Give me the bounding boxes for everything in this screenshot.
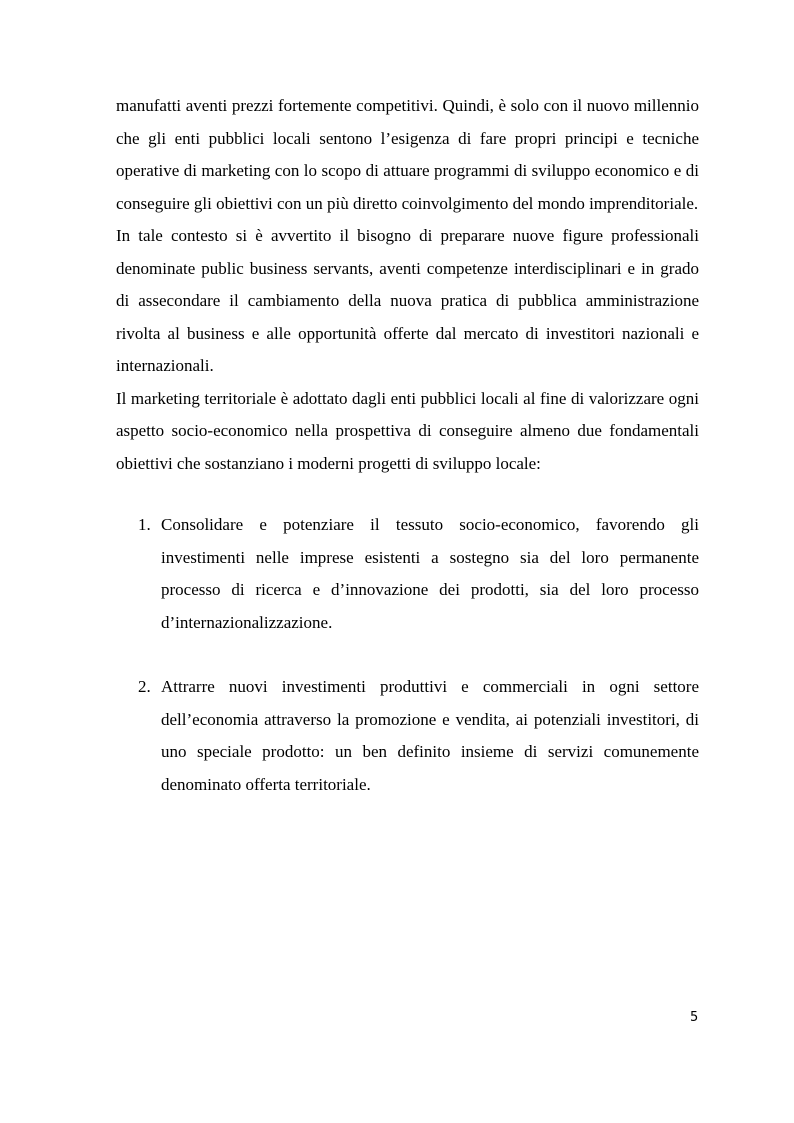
list-item-number: 2. — [138, 677, 151, 696]
objectives-list — [116, 509, 699, 801]
list-item-text: Attrarre nuovi investimenti produttivi e commerciali in ogni settore dell’economia attraverso la promozione e vendita, ai potenziali investitori, di uno speciale prodotto: un ben definito insieme di servizi comunemente denominato offerta territoriale. — [161, 677, 699, 794]
paragraph-1: manufatti aventi prezzi fortemente competitivi. Quindi, è solo con il nuovo millennio che gli enti pubblici locali sentono l’esigenza di fare propri principi e tecniche operative di marketing con lo scopo di attuare programmi di sviluppo economico e di conseguire gli obiettivi con un più diretto coinvolgimento del mondo imprenditoriale. — [116, 96, 699, 213]
list-item — [116, 671, 699, 801]
list-item-number: 1. — [138, 515, 151, 534]
document-body — [116, 90, 699, 801]
list-item-text: Consolidare e potenziare il tessuto socio-economico, favorendo gli investimenti nelle imprese esistenti a sostegno sia del loro permanente processo di ricerca e d’innovazione dei prodotti, sia del loro processo d’internazionalizzazione. — [161, 515, 699, 632]
paragraph-3: Il marketing territoriale è adottato dagli enti pubblici locali al fine di valorizzare ogni aspetto socio-economico nella prospettiva di conseguire almeno due fondamentali obiettivi che sostanziano i moderni progetti di sviluppo locale: — [116, 388, 699, 473]
list-item — [116, 509, 699, 639]
paragraph-2: In tale contesto si è avvertito il bisogno di preparare nuove figure professionali denominate public business servants, aventi competenze interdisciplinari e in grado di assecondare il cambiamento della nuova pratica di pubblica amministrazione rivolta al business e alle opportunità offerte dal mercato di investitori nazionali e internazionali. — [116, 226, 699, 375]
page-number: 5 — [690, 1010, 699, 1025]
